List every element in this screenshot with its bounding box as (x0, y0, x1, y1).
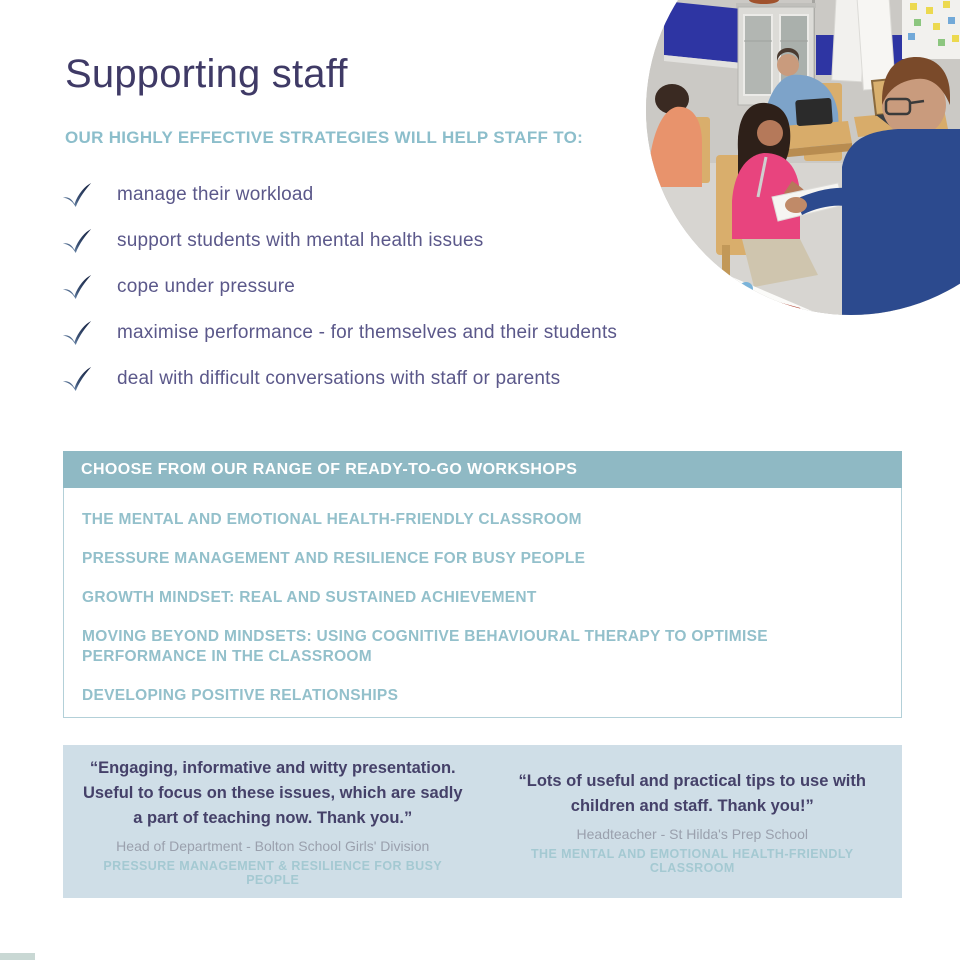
sticky-note-chart (902, 0, 960, 59)
checklist-item (62, 264, 702, 310)
testimonial-workshop: PRESSURE MANAGEMENT & RESILIENCE FOR BUSY PEOPLE (103, 859, 443, 887)
checklist-item-label: support students with mental health issues (117, 230, 484, 251)
testimonials-section (63, 745, 902, 898)
checklist-item-label: manage their workload (117, 184, 314, 205)
checklist-item (62, 218, 702, 264)
corner-accent-square (0, 953, 35, 960)
page-title: Supporting staff (65, 52, 348, 96)
testimonial-quote: “Lots of useful and practical tips to use with children and staff. Thank you!” (518, 771, 866, 815)
workshops-header: CHOOSE FROM OUR RANGE OF READY-TO-GO WORKSHOPS (63, 451, 902, 488)
workshop-item: MOVING BEYOND MINDSETS: USING COGNITIVE BEHAVIOURAL THERAPY TO OPTIMISE PERFORMANCE IN THE CLASSROOM (82, 628, 768, 665)
testimonial-attribution: Headteacher - St Hilda's Prep School (576, 825, 808, 842)
testimonial-attribution: Head of Department - Bolton School Girls' Division (116, 838, 430, 854)
workshop-item: THE MENTAL AND EMOTIONAL HEALTH-FRIENDLY CLASSROOM (82, 511, 582, 528)
workshop-item: GROWTH MINDSET: REAL AND SUSTAINED ACHIEVEMENT (82, 589, 537, 606)
strategies-checklist (62, 172, 702, 402)
checklist-item-label: maximise performance - for themselves and their students (117, 322, 618, 343)
testimonial-quote: “Engaging, informative and witty presentation. Useful to focus on these issues, which are sadly a part of teaching now. Thank you.” (82, 759, 463, 827)
testimonial-left (63, 745, 483, 898)
checklist-item (62, 172, 702, 218)
testimonial-right (483, 745, 903, 898)
flipchart-papers (832, 0, 896, 90)
check-icon (62, 274, 92, 300)
testimonial-workshop: THE MENTAL AND EMOTIONAL HEALTH-FRIENDLY CLASSROOM (531, 846, 854, 875)
check-icon (62, 320, 92, 346)
checklist-item (62, 310, 702, 356)
check-icon (62, 366, 92, 392)
workshop-item: PRESSURE MANAGEMENT AND RESILIENCE FOR BUSY PEOPLE (82, 550, 586, 567)
page-subtitle: OUR HIGHLY EFFECTIVE STRATEGIES WILL HELP STAFF TO: (65, 128, 584, 147)
checklist-item-label: cope under pressure (117, 276, 296, 297)
checklist-item-label: deal with difficult conversations with staff or parents (117, 368, 561, 389)
workshops-box (63, 451, 902, 718)
workshop-item: DEVELOPING POSITIVE RELATIONSHIPS (82, 687, 399, 704)
check-icon (62, 182, 92, 208)
check-icon (62, 228, 92, 254)
workshops-list (64, 488, 901, 706)
checklist-item (62, 356, 702, 402)
